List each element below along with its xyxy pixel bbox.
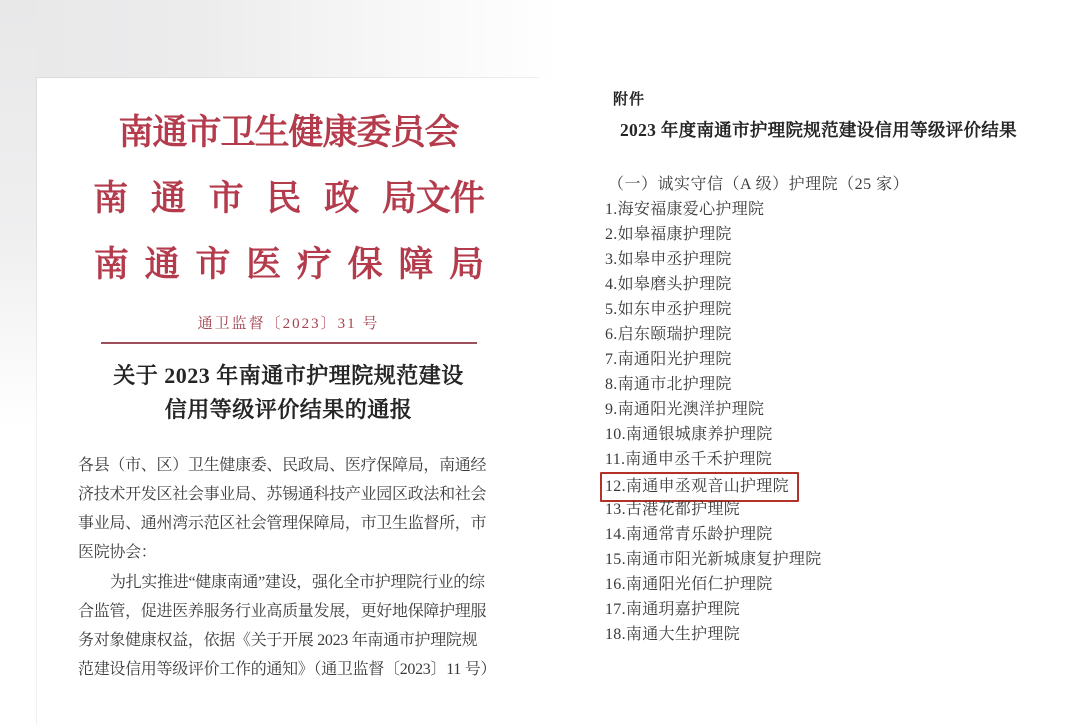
list-item: 15.南通市阳光新城康复护理院 xyxy=(605,551,822,568)
red-highlight-box: 12.南通申丞观音山护理院 xyxy=(600,472,799,502)
body-line: 务对象健康权益，依据《关于开展 2023 年南通市护理院规 xyxy=(78,632,478,649)
list-item: 6.启东颐瑞护理院 xyxy=(605,326,732,343)
document-number: 通卫监督〔2023〕31 号 xyxy=(197,316,380,332)
list-item: 14.南通常青乐龄护理院 xyxy=(605,526,773,543)
body-line: 济技术开发区社会事业局、苏锡通科技产业园区政法和社会 xyxy=(78,486,487,503)
facility-list xyxy=(605,197,822,647)
notice-title-line-1: 关于 2023 年南通市护理院规范建设 xyxy=(113,363,464,388)
list-item: 2.如皋福康护理院 xyxy=(605,226,732,243)
list-item: 7.南通阳光护理院 xyxy=(605,351,732,368)
body-line: 为扎实推进“健康南通”建设，强化全市护理院行业的综 xyxy=(110,574,485,591)
background-shade-top xyxy=(0,0,560,78)
list-item: 3.如皋申丞护理院 xyxy=(605,251,732,268)
notice-page xyxy=(37,78,540,726)
attachment-title: 2023 年度南通市护理院规范建设信用等级评价结果 xyxy=(620,120,1017,140)
grade-a-section-heading: （一）诚实守信（A 级）护理院（25 家） xyxy=(608,176,910,193)
addressees-paragraph xyxy=(78,451,499,567)
agency-line-health-commission: 南通市卫生健康委员会 xyxy=(118,113,459,152)
purpose-paragraph xyxy=(78,568,499,684)
red-divider-line xyxy=(101,342,477,344)
list-item: 17.南通玥嘉护理院 xyxy=(605,601,741,618)
list-item-highlighted xyxy=(605,472,822,497)
list-item: 9.南通阳光澳洋护理院 xyxy=(605,401,765,418)
attachment-label: 附件 xyxy=(613,92,646,108)
body-line: 各县（市、区）卫生健康委、民政局、医疗保障局，南通经 xyxy=(78,457,487,474)
list-item: 13.古港花都护理院 xyxy=(605,501,741,518)
body-line: 合监管，促进医养服务行业高质量发展，更好地保障护理服 xyxy=(78,603,487,620)
list-item: 5.如东申丞护理院 xyxy=(605,301,732,318)
notice-title xyxy=(37,359,540,427)
body-line: 范建设信用等级评价工作的通知》（通卫监督〔2023〕11 号） xyxy=(78,661,497,678)
list-item: 4.如皋磨头护理院 xyxy=(605,276,732,293)
body-line: 医院协会： xyxy=(78,544,157,561)
list-item: 18.南通大生护理院 xyxy=(605,626,741,643)
list-item: 10.南通银城康养护理院 xyxy=(605,426,773,443)
notice-title-line-2: 信用等级评价结果的通报 xyxy=(164,397,413,422)
background-shade-left xyxy=(0,0,37,430)
issuing-agencies-header xyxy=(37,100,540,298)
list-item: 8.南通市北护理院 xyxy=(605,376,732,393)
list-item: 16.南通阳光佰仁护理院 xyxy=(605,576,773,593)
body-line: 事业局、通州湾示范区社会管理保障局，市卫生监督所，市 xyxy=(78,515,487,532)
list-item: 1.海安福康爱心护理院 xyxy=(605,201,765,218)
agency-line-civil-affairs: 南 通 市 民 政 局文件 xyxy=(93,179,484,218)
list-item: 11.南通申丞千禾护理院 xyxy=(605,451,773,468)
agency-line-medical-security: 南 通 市 医 疗 保 障 局 xyxy=(93,245,484,284)
notice-body xyxy=(37,451,540,684)
attachment-page xyxy=(560,0,1080,726)
